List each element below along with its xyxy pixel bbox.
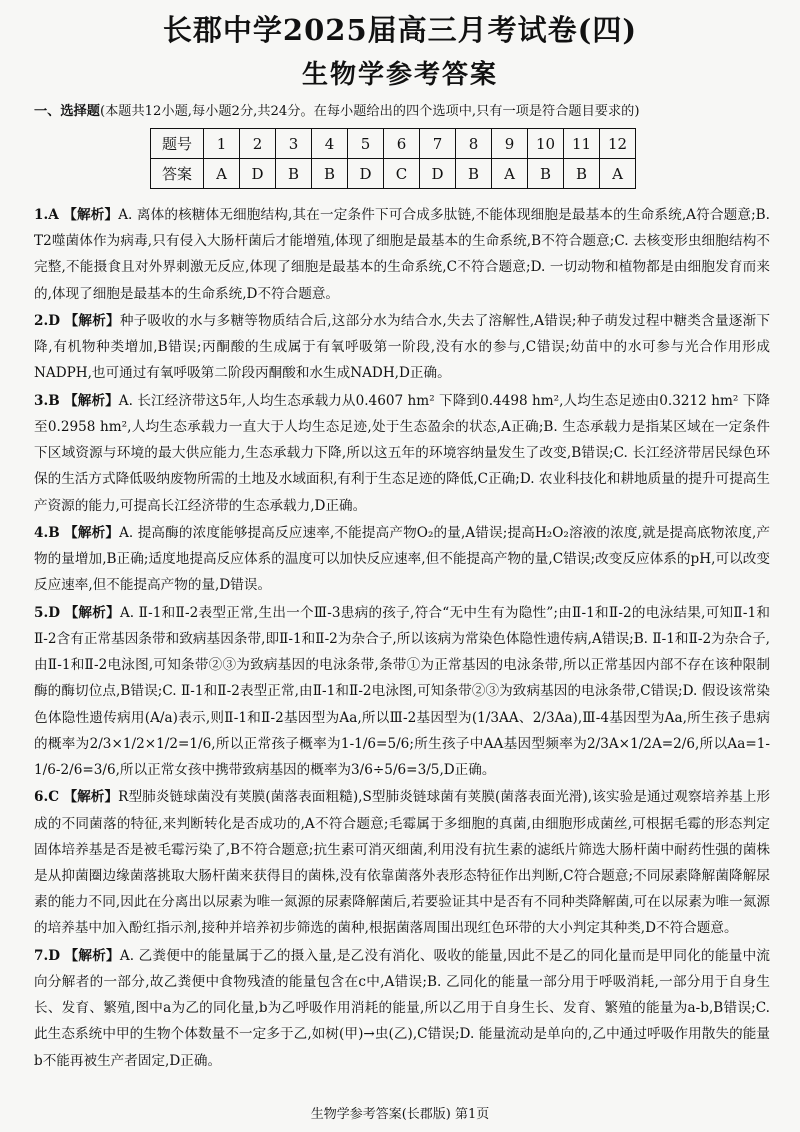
explanation-item — [34, 520, 770, 599]
question-answer: 1.A — [34, 207, 59, 223]
question-number-cell: 9 — [492, 129, 528, 159]
row-label-answer: 答案 — [151, 159, 204, 189]
question-number-cell: 5 — [348, 129, 384, 159]
question-answer: 3.B — [34, 392, 60, 409]
explanation-text: A. 提高酶的浓度能够提高反应速率,不能提高产物O₂的量,A错误;提高H₂O₂溶液的浓度,就是提高底物浓度,产物的量增加,B正确;适度地提高反应体系的温度可以加快反应速率,但不能提高产物的量,C错误;改变反应体系的pH,可以改变反应速率,但不能提高产物的量,D错误。 — [34, 525, 770, 594]
analysis-tag: 【解析】 — [64, 947, 120, 964]
explanation-list — [34, 202, 770, 1075]
explanation-item — [34, 308, 770, 387]
analysis-tag: 【解析】 — [63, 207, 119, 223]
answer-cell: D — [348, 159, 384, 189]
question-number-cell: 1 — [204, 129, 240, 159]
question-number-cell: 6 — [384, 129, 420, 159]
explanation-item — [34, 388, 770, 519]
answer-row — [151, 159, 636, 189]
answer-cell: B — [564, 159, 600, 189]
analysis-tag: 【解析】 — [63, 789, 119, 806]
answer-cell: B — [312, 159, 348, 189]
question-number-cell: 11 — [564, 129, 600, 159]
explanation-item — [34, 784, 770, 941]
question-number-cell: 2 — [240, 129, 276, 159]
explanation-item — [34, 600, 770, 783]
question-answer: 2.D — [34, 313, 60, 329]
explanation-text: 种子吸收的水与多糖等物质结合后,这部分水为结合水,失去了溶解性,A错误;种子萌发过程中糖类含量逐渐下降,有机物种类增加,B错误;丙酮酸的生成属于有氧呼吸第一阶段,没有水的参与,C错误;幼苗中的水可参与光合作用形成NADPH,也可通过有氧呼吸第二阶段丙酮酸和水生成NADH,D正确。 — [34, 313, 771, 382]
question-answer: 6.C — [34, 789, 60, 806]
answer-table — [150, 128, 636, 189]
question-number-row — [151, 129, 636, 159]
section-title: 一、选择题 — [34, 104, 100, 119]
answer-cell: A — [204, 159, 240, 189]
answer-cell: D — [240, 159, 276, 189]
section-heading — [34, 100, 774, 119]
answer-cell: A — [492, 159, 528, 189]
question-number-cell: 12 — [600, 129, 636, 159]
exam-title: 长郡中学2025届高三月考试卷(四) — [162, 13, 638, 47]
question-answer: 4.B — [34, 525, 60, 541]
explanation-item — [34, 943, 770, 1074]
analysis-tag: 【解析】 — [64, 392, 119, 409]
question-number-cell: 7 — [420, 129, 456, 159]
answer-cell: C — [384, 159, 420, 189]
row-label-question: 题号 — [151, 129, 204, 159]
explanation-text: A. Ⅱ-1和Ⅱ-2表型正常,生出一个Ⅲ-3患病的孩子,符合“无中生有为隐性”;由Ⅱ-1和Ⅱ-2的电泳结果,可知Ⅱ-1和Ⅱ-2含有正常基因条带和致病基因条带,即Ⅱ-1和Ⅱ-2为杂合子,所以该病为常染色体隐性遗传病,A错误;B. Ⅱ-1和Ⅱ-2为杂合子,由Ⅱ-1和Ⅱ-2电泳图,可知条带②③为致病基因的电泳条带,条带①为正常基因的电泳条带,所以正常基因内部不存在该种限制酶的酶切位点,B错误;C. Ⅱ-1和Ⅱ-2表型正常,由Ⅱ-1和Ⅱ-2电泳图,可知条带②③为致病基因的电泳条带,C错误;D. 假设该常染色体隐性遗传病用(A/a)表示,则Ⅱ-1和Ⅱ-2基因型为Aa,所以Ⅲ-2基因型为(1/3AA、2/3Aa),Ⅲ-4基因型为Aa,所生孩子患病的概率为2/3×1/2×1/2=1/6,所以正常孩子概率为1-1/6=5/6;所生孩子中AA基因型频率为2/3A×1/2A=2/6,所以Aa=1-1/6-2/6=3/6,所以正常女孩中携带致病基因的概率为3/6÷5/6=3/5,D正确。 — [34, 604, 770, 779]
answer-cell: B — [456, 159, 492, 189]
question-number-cell: 10 — [528, 129, 564, 159]
question-number-cell: 4 — [312, 129, 348, 159]
question-answer: 5.D — [34, 604, 60, 621]
answer-cell: D — [420, 159, 456, 189]
page-footer: 生物学参考答案(长郡版) 第1页 — [310, 1107, 490, 1122]
explanation-text: R型肺炎链球菌没有荚膜(菌落表面粗糙),S型肺炎链球菌有荚膜(菌落表面光滑),该实验是通过观察培养基上形成的不同菌落的特征,来判断转化是否成功的,A不符合题意;毛霉属于多细胞的真菌,由细胞形成菌丝,可根据毛霉的形态判定固体培养基是否是被毛霉污染了,B不符合题意;抗生素可消灭细菌,利用没有抗生素的滤纸片筛选大肠杆菌中耐药性强的菌株是从抑菌圈边缘菌落挑取大肠杆菌来获得目的菌株,没有依靠菌落外表形态特征作出判断,C符合题意;不同尿素降解菌降解尿素的能力不同,因此在分离出以尿素为唯一氮源的尿素降解菌后,若要验证其中是否有不同种类降解菌,可在以尿素为唯一氮源的培养基中加入酚红指示剂,接种并培养初步筛选的菌种,根据菌落周围出现红色环带的大小判定其种类,D不符合题意。 — [34, 789, 770, 937]
question-number-cell: 8 — [456, 129, 492, 159]
analysis-tag: 【解析】 — [64, 604, 120, 621]
section-note: (本题共12小题,每小题2分,共24分。在每小题给出的四个选项中,只有一项是符合题目要求的) — [99, 104, 640, 119]
answer-cell: B — [276, 159, 312, 189]
question-answer: 7.D — [34, 947, 60, 964]
answer-cell: B — [528, 159, 564, 189]
explanation-item — [34, 202, 770, 307]
analysis-tag: 【解析】 — [64, 525, 120, 541]
explanation-text: A. 乙粪便中的能量属于乙的摄入量,是乙没有消化、吸收的能量,因此不是乙的同化量而是甲同化的能量中流向分解者的一部分,故乙粪便中食物残渣的能量包含在c中,A错误;B. 乙同化的能量一部分用于呼吸消耗,一部分用于自身生长、发育、繁殖,图中a为乙的同化量,b为乙呼吸作用消耗的能量,所以乙用于自身生长、发育、繁殖的能量为a-b,B错误;C. 此生态系统中甲的生物个体数量不一定多于乙,如树(甲)→虫(乙),C错误;D. 能量流动是单向的,乙中通过呼吸作用散失的能量b不能再被生产者固定,D正确。 — [34, 947, 770, 1069]
analysis-tag: 【解析】 — [64, 313, 120, 329]
question-number-cell: 3 — [276, 129, 312, 159]
explanation-text: A. 长江经济带这5年,人均生态承载力从0.4607 hm² 下降到0.4498 hm²,人均生态足迹由0.3212 hm² 下降至0.2958 hm²,人均生态承载力一直大于人均生态足迹,处于生态盈余的状态,A正确;B. 生态承载力是指某区域在一定条件下区域资源与环境的最大供应能力,生态承载力下降,所以这五年的环境容纳量发生了改变,B错误;C. 长江经济带居民绿色环保的生活方式降低吸纳废物所需的土地及水域面积,有利于生态足迹的降低,C正确;D. 农业科技化和耕地质量的提升可提高生产资源的能力,可提高长江经济带的生态承载力,D正确。 — [34, 392, 770, 514]
answer-key-title: 生物学参考答案 — [301, 60, 498, 90]
answer-cell: A — [600, 159, 636, 189]
explanation-text: A. 离体的核糖体无细胞结构,其在一定条件下可合成多肽链,不能体现细胞是最基本的生命系统,A符合题意;B. T2噬菌体作为病毒,只有侵入大肠杆菌后才能增殖,体现了细胞是最基本的生命系统,B不符合题意;C. 去核变形虫细胞结构不完整,不能摄食且对外界刺激无反应,体现了细胞是最基本的生命系统,C不符合题意;D. 一切动物和植物都是由细胞发育而来的,体现了细胞是最基本的生命系统,D不符合题意。 — [34, 207, 770, 302]
